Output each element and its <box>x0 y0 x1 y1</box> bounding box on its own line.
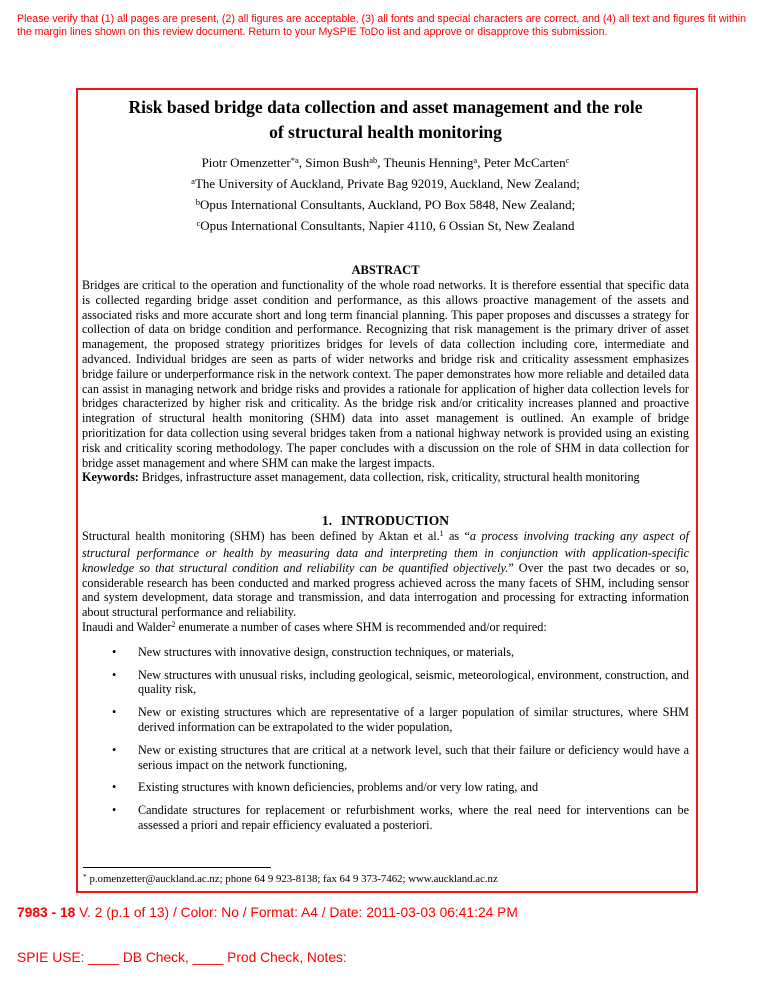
affiliation-text: Opus International Consultants, Auckland, PO Box 5848, New Zealand; <box>200 197 576 212</box>
spie-use-line: SPIE USE: ____ DB Check, ____ Prod Check, Notes: <box>17 950 347 965</box>
citation-ref-2: 2 <box>171 619 176 629</box>
list-item <box>82 743 689 773</box>
list-item-text: Candidate structures for replacement or refurbishment works, where the real need for interventions can be assessed a priori and repair efficiency evaluated a posteriori. <box>138 803 689 832</box>
bullet-icon: • <box>112 667 117 682</box>
shm-use-cases-list <box>82 645 689 833</box>
footnote-separator <box>83 867 271 868</box>
section-heading-introduction <box>82 513 689 529</box>
intro-paragraph-2 <box>82 620 689 637</box>
intro-paragraph-1 <box>82 529 689 620</box>
keywords-line <box>82 470 689 485</box>
affiliation-superscript: c <box>196 217 201 228</box>
intro-p2-text: enumerate a number of cases where SHM is recommended and/or required: <box>175 619 547 634</box>
author-affiliation-superscript: c <box>565 154 570 165</box>
intro-p1-text: ” Over the past two decades or so, considerable research has been conducted and marked progress achieved across the many facets of SHM, including sensor and system development, data storage and transmission, and data interrogation and processing for extracting information about structural performance and reliability. <box>82 560 689 620</box>
keywords-text: Bridges, infrastructure asset management, data collection, risk, criticality, structural health monitoring <box>138 470 640 485</box>
affiliations <box>82 174 689 237</box>
author-affiliation-superscript: *a <box>290 154 299 165</box>
abstract-text: Bridges are critical to the operation and functionality of the whole road networks. It is therefore essential that specific data is collected regarding bridge asset condition and performance, as this allows proactive management of the assets and associated risks and more accurate short and long term financial planning. This paper proposes and discusses a strategy for collection of data on bridge condition and performance. Recognizing that risk management is the primary driver of asset management, the proposed strategy prioritizes bridges for levels of data collection including core, intermediate and advanced. Individual bridges are seen as parts of wider networks and bridge risk and criticality assessment emphasizes bridge failure or underperformance risk in the network context. The paper demonstrates how more reliable and detailed data can assist in managing network and bridge risks and provides a rationale for application of higher data collection levels for bridges characterized by higher risk and criticality. As the bridge risk and/or criticality increases planned and proactive integration of structural health monitoring (SHM) data into asset management is outlined. An example of bridge prioritization for data collection using several bridges taken from a national highway network is provided using an existing risk and criticality scoring methodology. The paper concludes with a discussion on the role of SHM in data collection for bridge asset management and where SHM can make the largest impacts. <box>82 278 689 470</box>
paper-title <box>82 95 689 145</box>
author-list <box>82 154 689 173</box>
list-item <box>82 780 689 795</box>
author-separator: , <box>477 155 484 170</box>
proof-info-line <box>17 904 518 921</box>
intro-p2-text: Inaudi and Walder <box>82 619 172 634</box>
footnote <box>83 867 684 886</box>
author-separator: , <box>377 155 384 170</box>
author-name: Theunis Henning <box>383 155 474 170</box>
list-item-text: New or existing structures which are representative of a larger population of similar structures, where SHM derived information can be extrapolated to the wider population, <box>138 705 689 734</box>
bullet-icon: • <box>112 803 117 818</box>
section-title: INTRODUCTION <box>341 513 450 529</box>
affiliation-text: The University of Auckland, Private Bag 92019, Auckland, New Zealand; <box>194 176 580 191</box>
list-item <box>82 705 689 735</box>
keywords-label: Keywords: <box>82 470 139 485</box>
affiliation-superscript: a <box>191 175 195 186</box>
list-item <box>82 668 689 698</box>
bullet-icon: • <box>112 705 117 720</box>
intro-p1-text: as “ <box>443 529 470 544</box>
affiliation-line <box>82 195 689 216</box>
review-instructions: Please verify that (1) all pages are present, (2) all figures are acceptable, (3) all fonts and special characters are correct, and (4) all text and figures fit within the margin lines shown on this review document. Return to your MySPIE ToDo list and approve or disapprove this submission. <box>17 13 746 38</box>
affiliation-superscript: b <box>195 196 201 207</box>
footnote-marker: * <box>83 871 87 881</box>
section-number: 1. <box>321 513 333 529</box>
paper-id: 7983 - 18 <box>17 905 76 920</box>
paper-title-line-1: Risk based bridge data collection and asset management and the role <box>128 97 643 117</box>
author-name: Piotr Omenzetter <box>201 155 291 170</box>
paper-title-line-2: of structural health monitoring <box>269 122 502 142</box>
footnote-text: p.omenzetter@auckland.ac.nz; phone 64 9 923-8138; fax 64 9 373-7462; www.auckland.ac.nz <box>86 873 498 885</box>
bullet-icon: • <box>112 780 117 795</box>
affiliation-text: Opus International Consultants, Napier 4110, 6 Ossian St, New Zealand <box>200 218 575 233</box>
quoted-definition: a process involving tracking any aspect of structural performance or health by measuring data and interpreting them in conjunction with application-specific knowledge so that structural condition and reliability can be quantified objectively. <box>82 529 689 575</box>
abstract-heading: ABSTRACT <box>351 263 420 277</box>
affiliation-line <box>82 174 689 195</box>
author-affiliation-superscript: ab <box>369 154 378 165</box>
citation-ref-1: 1 <box>439 529 444 539</box>
list-item <box>82 645 689 660</box>
list-item-text: New or existing structures that are critical at a network level, such that their failure or deficiency would have a serious impact on the network functioning, <box>138 742 689 772</box>
list-item <box>82 803 689 833</box>
author-name: Peter McCarten <box>483 155 566 170</box>
intro-p1-text: Structural health monitoring (SHM) has been defined by Aktan et al. <box>82 529 440 544</box>
proof-meta: V. 2 (p.1 of 13) / Color: No / Format: A4 / Date: 2011-03-03 06:41:24 PM <box>75 905 518 920</box>
bullet-icon: • <box>112 644 117 659</box>
author-name: Simon Bush <box>305 155 370 170</box>
bullet-icon: • <box>112 742 117 757</box>
author-affiliation-superscript: a <box>473 154 478 165</box>
list-item-text: New structures with unusual risks, including geological, seismic, meteorological, environment, construction, and quality risk, <box>138 667 689 697</box>
affiliation-line <box>82 216 689 237</box>
margin-box <box>76 88 698 893</box>
author-separator: , <box>298 155 306 170</box>
list-item-text: Existing structures with known deficiencies, problems and/or very low rating, and <box>138 780 539 795</box>
list-item-text: New structures with innovative design, construction techniques, or materials, <box>138 644 515 659</box>
